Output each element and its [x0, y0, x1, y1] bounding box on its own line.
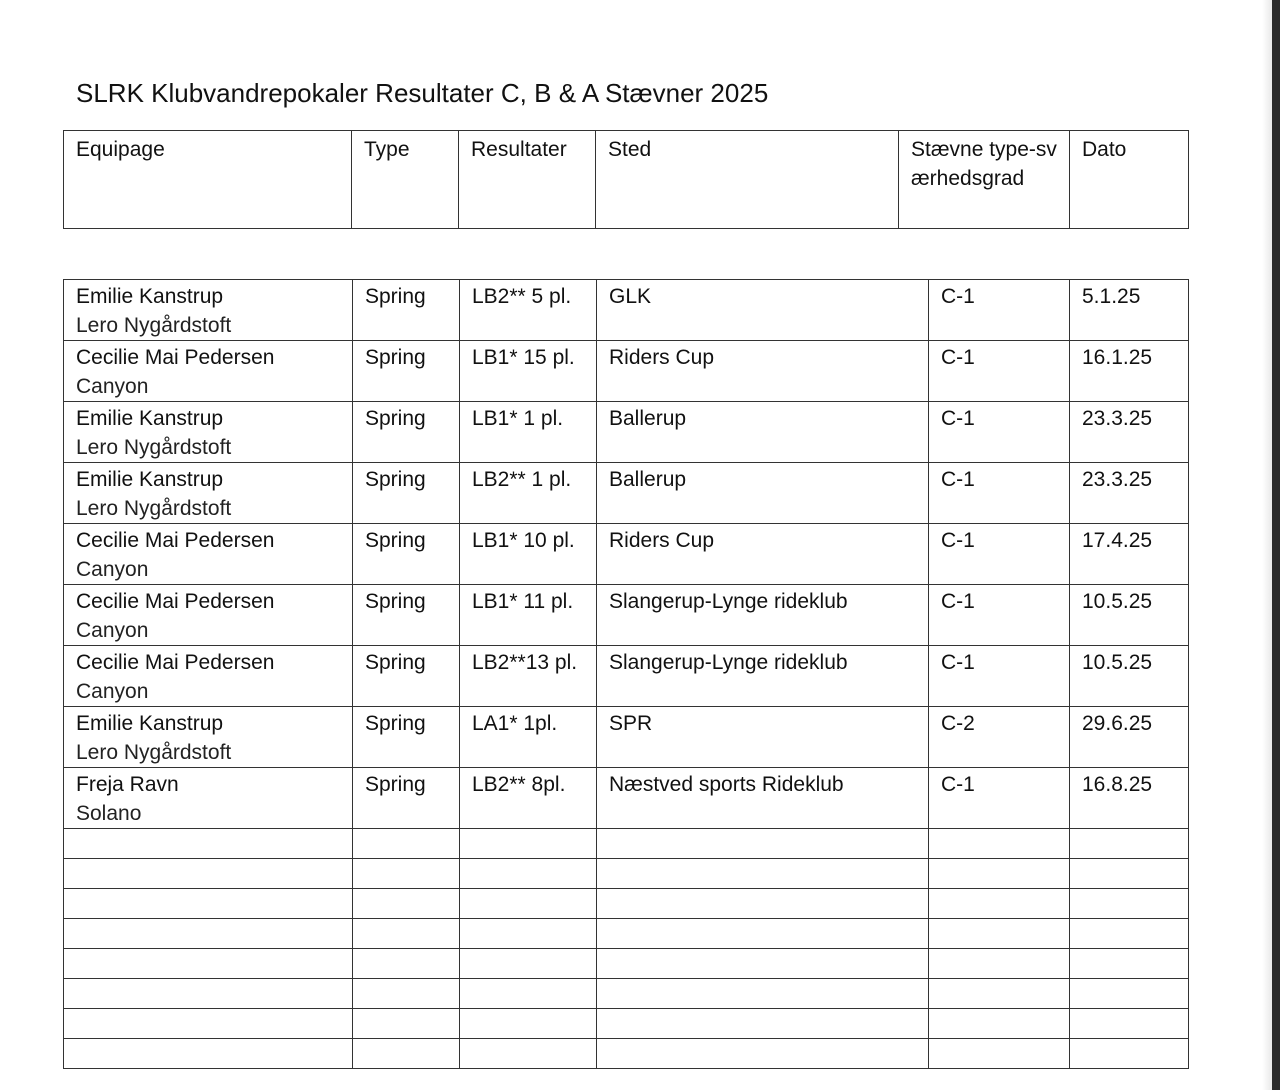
rider-name: Emilie Kanstrup — [76, 468, 224, 491]
empty-cell — [1070, 1009, 1189, 1039]
cell-date: 16.8.25 — [1070, 768, 1189, 829]
empty-cell — [929, 829, 1070, 859]
cell-result: LB1* 10 pl. — [460, 524, 597, 585]
cell-level: C-1 — [929, 524, 1070, 585]
cell-level: C-1 — [929, 768, 1070, 829]
cell-type: Spring — [353, 280, 460, 341]
cell-type: Spring — [353, 524, 460, 585]
empty-cell — [597, 919, 929, 949]
header-equipage: Equipage — [64, 131, 352, 229]
cell-equipage — [64, 585, 353, 646]
empty-cell — [460, 1009, 597, 1039]
cell-type: Spring — [353, 341, 460, 402]
cell-equipage — [64, 768, 353, 829]
empty-cell — [353, 859, 460, 889]
empty-cell — [353, 829, 460, 859]
empty-cell — [1070, 979, 1189, 1009]
horse-name: Lero Nygårdstoft — [76, 436, 232, 459]
empty-row — [64, 1009, 1189, 1039]
empty-cell — [460, 889, 597, 919]
cell-place: Ballerup — [597, 402, 929, 463]
cell-result: LB2** 1 pl. — [460, 463, 597, 524]
horse-name: Solano — [76, 802, 142, 825]
empty-row — [64, 859, 1189, 889]
empty-cell — [64, 889, 353, 919]
table-row — [64, 524, 1189, 585]
header-row — [64, 131, 1189, 229]
empty-cell — [597, 889, 929, 919]
cell-place: Slangerup-Lynge rideklub — [597, 585, 929, 646]
cell-result: LA1* 1pl. — [460, 707, 597, 768]
empty-cell — [929, 889, 1070, 919]
empty-cell — [1070, 1039, 1189, 1069]
cell-type: Spring — [353, 646, 460, 707]
cell-date: 23.3.25 — [1070, 402, 1189, 463]
empty-cell — [460, 1039, 597, 1069]
horse-name: Canyon — [76, 375, 149, 398]
empty-row — [64, 889, 1189, 919]
empty-cell — [460, 829, 597, 859]
rider-name: Cecilie Mai Pedersen — [76, 651, 275, 674]
empty-cell — [929, 1039, 1070, 1069]
horse-name: Lero Nygårdstoft — [76, 497, 232, 520]
rider-name: Cecilie Mai Pedersen — [76, 590, 275, 613]
empty-row — [64, 829, 1189, 859]
cell-equipage — [64, 646, 353, 707]
cell-level: C-1 — [929, 646, 1070, 707]
empty-cell — [460, 949, 597, 979]
rider-name: Emilie Kanstrup — [76, 285, 224, 308]
cell-type: Spring — [353, 463, 460, 524]
empty-cell — [1070, 919, 1189, 949]
empty-row — [64, 1039, 1189, 1069]
header-resultater: Resultater — [459, 131, 596, 229]
empty-cell — [353, 889, 460, 919]
cell-date: 5.1.25 — [1070, 280, 1189, 341]
table-row — [64, 707, 1189, 768]
table-row — [64, 402, 1189, 463]
rider-name: Cecilie Mai Pedersen — [76, 346, 275, 369]
page-edge-shadow — [1262, 0, 1272, 1090]
cell-level: C-1 — [929, 463, 1070, 524]
document-title: SLRK Klubvandrepokaler Resultater C, B & A Stævner 2025 — [76, 78, 769, 108]
cell-date: 29.6.25 — [1070, 707, 1189, 768]
table-row — [64, 585, 1189, 646]
cell-date: 10.5.25 — [1070, 585, 1189, 646]
empty-cell — [353, 949, 460, 979]
empty-cell — [1070, 859, 1189, 889]
cell-date: 23.3.25 — [1070, 463, 1189, 524]
horse-name: Canyon — [76, 558, 149, 581]
header-table — [63, 130, 1189, 229]
page-edge — [1272, 0, 1280, 1090]
header-dato: Dato — [1070, 131, 1189, 229]
empty-cell — [597, 1039, 929, 1069]
cell-place: GLK — [597, 280, 929, 341]
empty-cell — [929, 979, 1070, 1009]
rider-name: Emilie Kanstrup — [76, 407, 224, 430]
cell-level: C-1 — [929, 585, 1070, 646]
cell-equipage — [64, 341, 353, 402]
cell-result: LB1* 15 pl. — [460, 341, 597, 402]
horse-name: Canyon — [76, 680, 149, 703]
cell-equipage — [64, 280, 353, 341]
empty-cell — [353, 1009, 460, 1039]
empty-cell — [460, 859, 597, 889]
empty-cell — [64, 859, 353, 889]
table-row — [64, 768, 1189, 829]
cell-equipage — [64, 402, 353, 463]
cell-result: LB1* 11 pl. — [460, 585, 597, 646]
rider-name: Emilie Kanstrup — [76, 712, 224, 735]
cell-place: SPR — [597, 707, 929, 768]
cell-level: C-1 — [929, 402, 1070, 463]
empty-cell — [597, 829, 929, 859]
cell-result: LB2** 8pl. — [460, 768, 597, 829]
header-type: Type — [352, 131, 459, 229]
cell-place: Riders Cup — [597, 524, 929, 585]
empty-cell — [64, 919, 353, 949]
empty-cell — [597, 859, 929, 889]
empty-cell — [64, 979, 353, 1009]
cell-type: Spring — [353, 768, 460, 829]
cell-level: C-2 — [929, 707, 1070, 768]
empty-cell — [929, 919, 1070, 949]
empty-cell — [353, 1039, 460, 1069]
horse-name: Canyon — [76, 619, 149, 642]
empty-cell — [929, 949, 1070, 979]
results-body — [64, 280, 1189, 1069]
empty-cell — [64, 829, 353, 859]
empty-cell — [1070, 949, 1189, 979]
empty-cell — [460, 979, 597, 1009]
cell-date: 10.5.25 — [1070, 646, 1189, 707]
cell-type: Spring — [353, 707, 460, 768]
cell-result: LB2** 5 pl. — [460, 280, 597, 341]
cell-result: LB1* 1 pl. — [460, 402, 597, 463]
cell-place: Ballerup — [597, 463, 929, 524]
cell-place: Slangerup-Lynge rideklub — [597, 646, 929, 707]
cell-date: 16.1.25 — [1070, 341, 1189, 402]
cell-equipage — [64, 524, 353, 585]
table-row — [64, 280, 1189, 341]
empty-cell — [1070, 889, 1189, 919]
empty-cell — [460, 919, 597, 949]
results-table — [63, 279, 1189, 1069]
horse-name: Lero Nygårdstoft — [76, 741, 232, 764]
header-staevne-type: Stævne type-sværhedsgrad — [899, 131, 1070, 229]
empty-cell — [929, 1009, 1070, 1039]
header-sted: Sted — [596, 131, 899, 229]
empty-cell — [64, 1039, 353, 1069]
cell-equipage — [64, 707, 353, 768]
cell-level: C-1 — [929, 280, 1070, 341]
horse-name: Lero Nygårdstoft — [76, 314, 232, 337]
cell-equipage — [64, 463, 353, 524]
cell-place: Riders Cup — [597, 341, 929, 402]
empty-row — [64, 949, 1189, 979]
empty-cell — [597, 949, 929, 979]
cell-result: LB2**13 pl. — [460, 646, 597, 707]
empty-cell — [64, 949, 353, 979]
table-row — [64, 646, 1189, 707]
cell-type: Spring — [353, 402, 460, 463]
empty-cell — [353, 979, 460, 1009]
cell-level: C-1 — [929, 341, 1070, 402]
cell-place: Næstved sports Rideklub — [597, 768, 929, 829]
empty-cell — [929, 859, 1070, 889]
empty-cell — [597, 1009, 929, 1039]
empty-cell — [353, 919, 460, 949]
cell-date: 17.4.25 — [1070, 524, 1189, 585]
empty-cell — [597, 979, 929, 1009]
rider-name: Freja Ravn — [76, 773, 179, 796]
empty-cell — [1070, 829, 1189, 859]
cell-type: Spring — [353, 585, 460, 646]
empty-cell — [64, 1009, 353, 1039]
table-row — [64, 341, 1189, 402]
rider-name: Cecilie Mai Pedersen — [76, 529, 275, 552]
empty-row — [64, 919, 1189, 949]
table-row — [64, 463, 1189, 524]
empty-row — [64, 979, 1189, 1009]
